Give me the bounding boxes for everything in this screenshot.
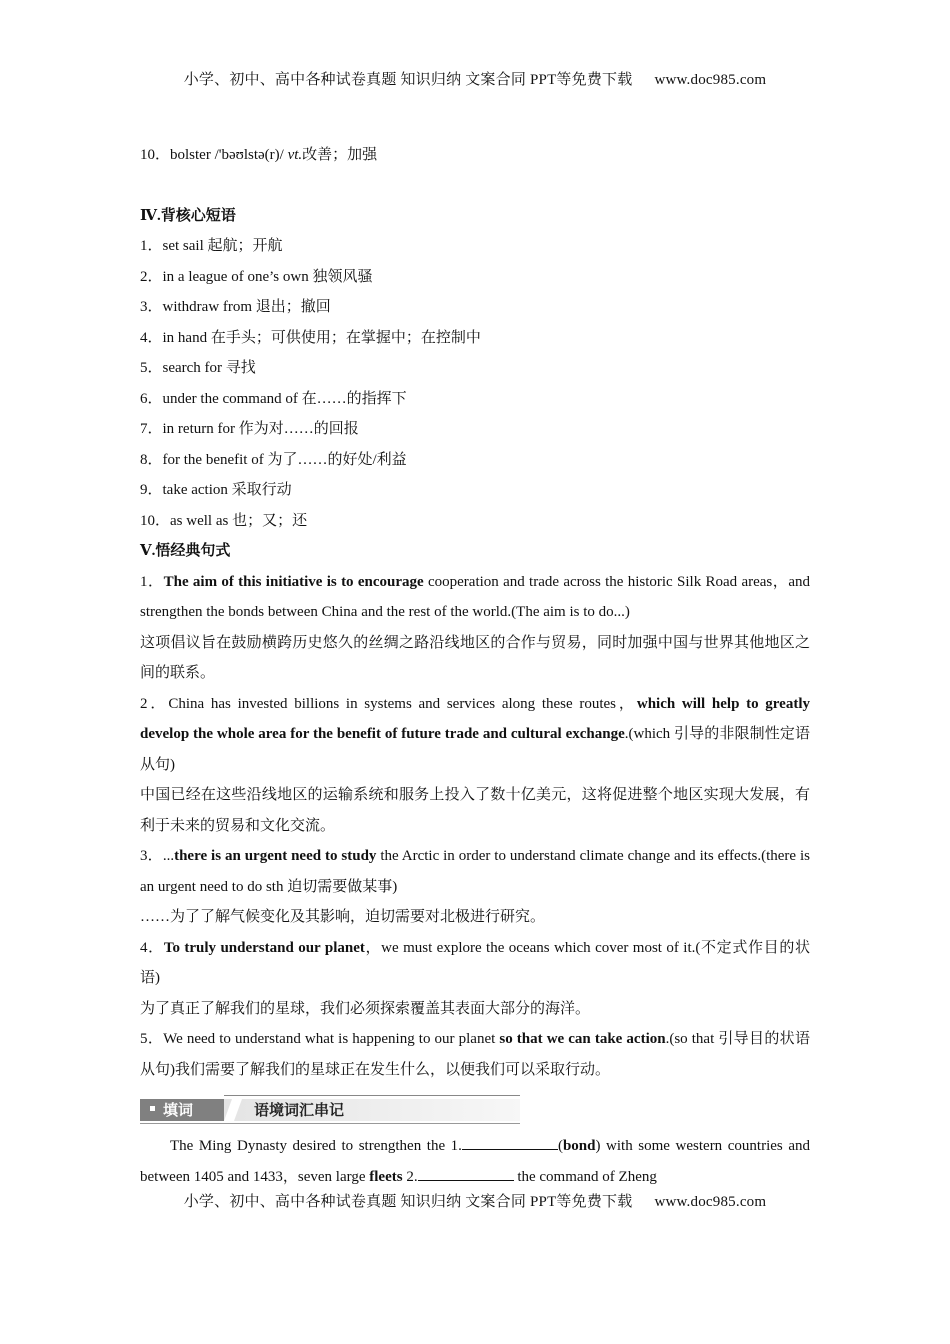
phrase-item: 4．in hand 在手头；可供使用；在掌握中；在控制中 [140,329,481,346]
section-banner [140,1095,520,1125]
page-footer [0,1190,950,1211]
phrase-item: 6．under the command of 在……的指挥下 [140,390,407,407]
sentence-3-translation: ……为了了解气候变化及其影响，迫切需要对北极进行研究。 [140,909,546,925]
sentence-4-translation: 为了真正了解我们的星球，我们必须探索覆盖其表面大部分的海洋。 [140,1000,591,1017]
phrase-item: 1．set sail 起航；开航 [140,238,283,254]
page-header [0,68,950,89]
footer-url[interactable]: www.doc985.com [654,1194,767,1210]
phrase-item: 7．in return for 作为对……的回报 [140,421,359,437]
phrase-item: 8．for the benefit of 为了……的好处/利益 [140,451,407,468]
sentences-heading: Ⅴ.悟经典句式 [140,543,231,559]
phrase-item: 5．search for 寻找 [140,360,256,376]
phrase-item: 2．in a league of one’s own 独领风骚 [140,268,373,285]
phrases-heading: Ⅳ.背核心短语 [140,207,236,224]
header-text: 小学、初中、高中各种试卷真题 知识归纳 文案合同 PPT等免费下载 [183,72,633,88]
sentence-5: 5．We need to understand what is happening to our planet so that we can take action.(so that 引导目的状语从句)我们需要了解我们的星球正在发生什么，以便我们可以采取行动。 [140,1031,810,1078]
header-url[interactable]: www.doc985.com [654,72,767,88]
blank-1[interactable] [462,1135,558,1150]
phrase-item: 3．withdraw from 退出；撤回 [140,299,331,315]
document-body [140,140,810,1192]
sentence-1-translation: 这项倡议旨在鼓励横跨历史悠久的丝绸之路沿线地区的合作与贸易，同时加强中国与世界其他地区之间的联系。 [140,634,810,681]
cloze-passage: The Ming Dynasty desired to strengthen the 1. (bond) with some western countries and between 1405 and 1433，seven large fleets 2. the command of Zheng [140,1131,810,1192]
phrase-item: 9．take action 采取行动 [140,482,292,498]
banner-tag: 填词 [140,1099,228,1121]
blank-2[interactable] [418,1166,514,1181]
word-item-10: 10．bolster /'bəʊlstə(r)/ vt.改善；加强 [140,147,378,163]
sentence-2-translation: 中国已经在这些沿线地区的运输系统和服务上投入了数十亿美元，这将促进整个地区实现大发展，有利于未来的贸易和文化交流。 [140,787,810,834]
footer-text: 小学、初中、高中各种试卷真题 知识归纳 文案合同 PPT等免费下载 [183,1194,633,1210]
sentence-1: 1．The aim of this initiative is to encourage cooperation and trade across the historic Silk Road areas，and strengthen the bonds between China and the rest of the world.(The aim is to do...) [140,573,811,620]
phrase-item: 10．as well as 也；又；还 [140,512,308,529]
sentence-4: 4．To truly understand our planet，we must explore the oceans which cover most of it.(不定式作目的状语) [140,939,810,986]
bullet-icon [150,1106,155,1111]
banner-title: 语境词汇串记 [224,1099,520,1121]
sentence-3: 3．...there is an urgent need to study the Arctic in order to understand climate change and its effects.(there is an urgent need to do sth 迫切需要做某事) [140,848,810,895]
sentence-2: 2．China has invested billions in systems and services along these routes，which will help to greatly develop the whole area for the benefit of future trade and cultural exchange.(which 引导的非限制性定语从句) [140,695,811,773]
